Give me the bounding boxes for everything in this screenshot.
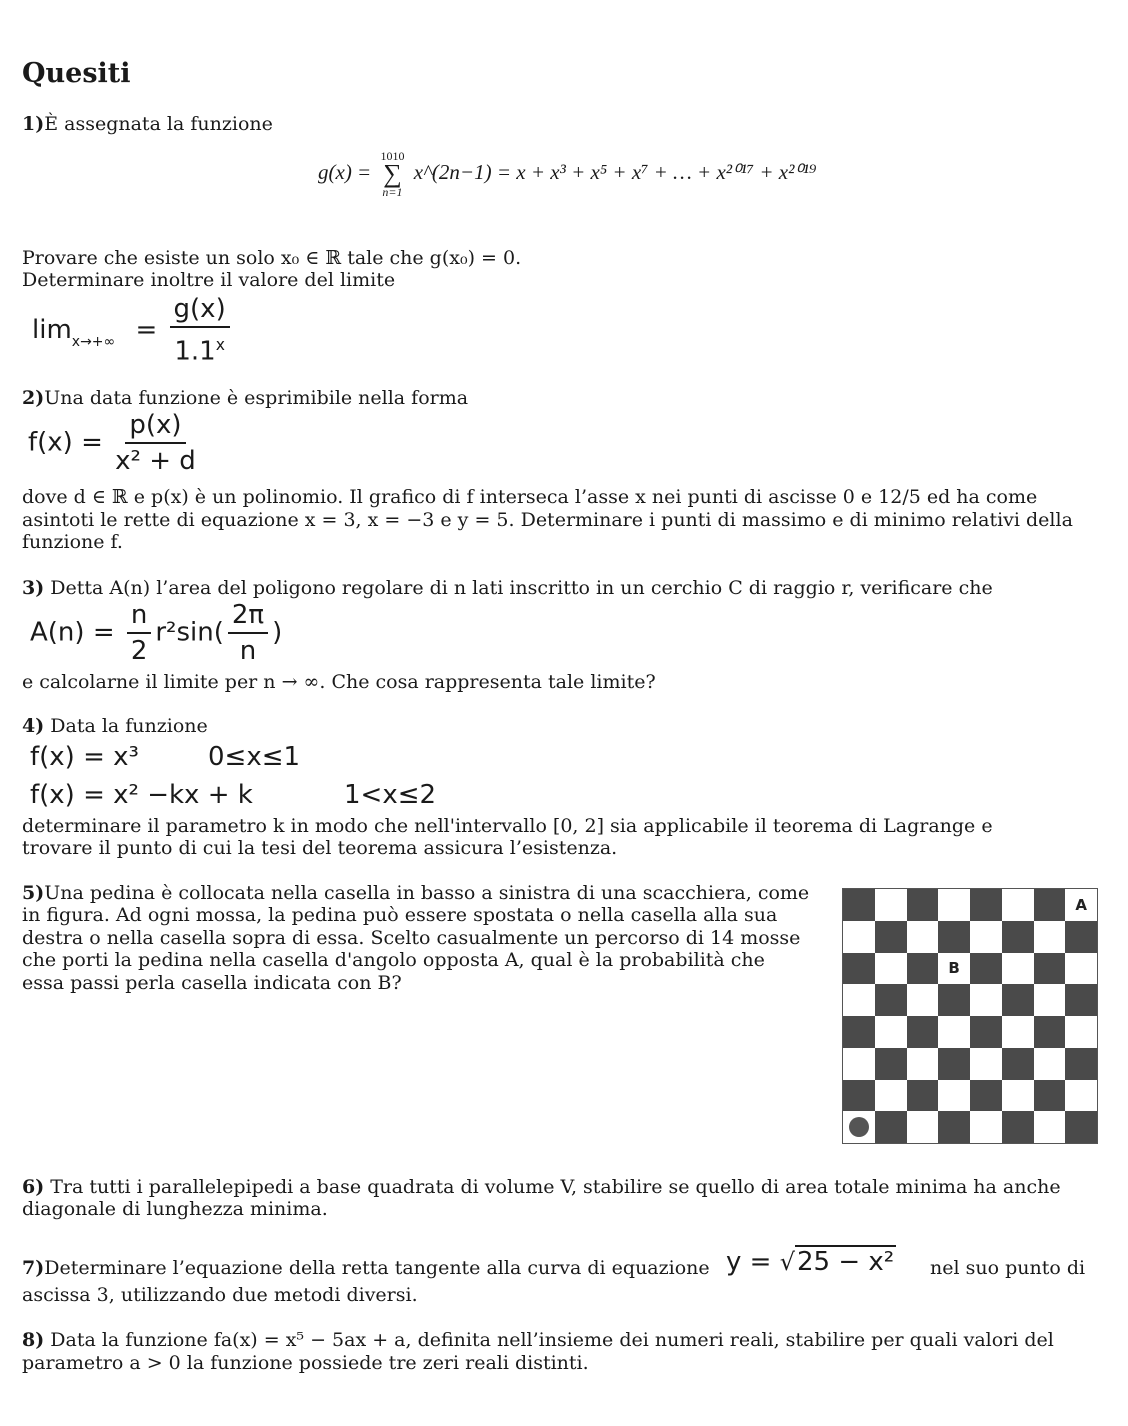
board-square <box>1002 1048 1034 1080</box>
q4-f2-domain: 1<x≤2 <box>344 780 437 810</box>
board-square <box>1065 1080 1097 1112</box>
q7-equation <box>726 1247 896 1277</box>
board-square <box>1034 921 1066 953</box>
q2-formula <box>28 410 200 476</box>
board-square <box>970 889 1002 921</box>
q8-line2: parametro a > 0 la funzione possiede tre zeri reali distinti. <box>22 1352 589 1374</box>
board-square <box>875 1080 907 1112</box>
q4-line1: determinare il parametro k in modo che nell'intervallo [0, 2] sia applicabile il teorema di Lagrange e <box>22 815 993 837</box>
q2-intro-text: Una data funzione è esprimibile nella forma <box>44 387 469 409</box>
q1-number: 1) <box>22 113 45 135</box>
board-square <box>907 1111 939 1143</box>
board-square <box>970 921 1002 953</box>
q1-limit-den: 1.1 <box>174 336 216 367</box>
board-square <box>938 1016 970 1048</box>
q5-number: 5) <box>22 882 45 904</box>
q4-line2: trovare il punto di cui la tesi del teorema assicura l’esistenza. <box>22 837 618 859</box>
q3-frac2-den: n <box>239 636 257 666</box>
pawn-icon <box>849 1117 869 1137</box>
board-square <box>970 953 1002 985</box>
q7-line1a: Determinare l’equazione della retta tangente alla curva di equazione <box>44 1257 710 1279</box>
board-square <box>1002 921 1034 953</box>
q5-line1 <box>22 882 809 904</box>
q5-line1-text: Una pedina è collocata nella casella in basso a sinistra di una scacchiera, come <box>44 882 810 904</box>
q2-line3: funzione f. <box>22 531 123 553</box>
q2-frac-den: x² + d <box>115 446 196 476</box>
q1-limit-exp: x <box>215 336 225 354</box>
q7-line1 <box>22 1257 710 1279</box>
board-square <box>1065 984 1097 1016</box>
q3-intro-text: Detta A(n) l’area del poligono regolare di n lati inscritto in un cerchio C di raggio r, verificare che <box>44 577 993 599</box>
q3-formula-end: ) <box>272 617 283 648</box>
board-square <box>1065 953 1097 985</box>
board-square <box>1034 984 1066 1016</box>
q4-intro-text: Data la funzione <box>44 715 208 737</box>
q2-number: 2) <box>22 387 45 409</box>
board-square <box>1065 1048 1097 1080</box>
board-square <box>843 1016 875 1048</box>
board-square <box>843 984 875 1016</box>
board-square <box>843 921 875 953</box>
q4-f2: f(x) = x² −kx + k <box>30 780 253 810</box>
q4-number: 4) <box>22 715 45 737</box>
q7-eq-lhs: y = <box>726 1247 772 1277</box>
q2-frac-num: p(x) <box>125 410 185 444</box>
board-square <box>1002 953 1034 985</box>
q5-line3: destra o nella casella sopra di essa. Scelto casualmente un percorso di 14 mosse <box>22 927 801 949</box>
board-square <box>907 1080 939 1112</box>
board-square <box>1065 921 1097 953</box>
board-square <box>1034 889 1066 921</box>
board-square <box>907 1016 939 1048</box>
board-square <box>907 984 939 1016</box>
board-square <box>938 889 970 921</box>
board-square <box>1065 889 1097 921</box>
board-square <box>938 953 970 985</box>
board-square <box>938 1080 970 1112</box>
board-square <box>907 1048 939 1080</box>
board-square <box>1065 1016 1097 1048</box>
board-square <box>970 1016 1002 1048</box>
board-square <box>875 984 907 1016</box>
q2-frac <box>115 410 196 476</box>
q1-formula-rhs: x^(2n−1) = x + x³ + x⁵ + x⁷ + … + x²⁰¹⁷ + x²⁰¹⁹ <box>413 159 817 184</box>
page-title: Quesiti <box>22 58 131 89</box>
q3-line1: e calcolarne il limite per n → ∞. Che cosa rappresenta tale limite? <box>22 671 656 693</box>
q3-frac2 <box>228 600 268 666</box>
q1-sum-bottom: n=1 <box>382 185 403 199</box>
q3-number: 3) <box>22 577 45 599</box>
board-square <box>1002 889 1034 921</box>
board-square <box>1002 1080 1034 1112</box>
q4-f1: f(x) = x³ <box>30 742 139 772</box>
board-square <box>843 953 875 985</box>
q6-number: 6) <box>22 1176 45 1198</box>
board-square <box>1034 1016 1066 1048</box>
board-square <box>938 984 970 1016</box>
board-square <box>1034 953 1066 985</box>
board-square <box>1002 1016 1034 1048</box>
q1-limit-num: g(x) <box>170 294 230 328</box>
board-square <box>970 1080 1002 1112</box>
q3-frac1-den: 2 <box>130 636 148 666</box>
board-square <box>875 1048 907 1080</box>
q3-frac2-num: 2π <box>228 600 268 634</box>
q7-eq-radicand: 25 − x² <box>797 1247 895 1277</box>
square-label-a: A <box>1075 895 1087 914</box>
square-label-b: B <box>948 959 960 978</box>
q7-line2: ascissa 3, utilizzando due metodi diversi. <box>22 1284 418 1306</box>
board-square <box>907 921 939 953</box>
q1-limit-den-wrap <box>174 328 225 367</box>
q2-line1: dove d ∈ ℝ e p(x) è un polinomio. Il grafico di f interseca l’asse x nei punti di ascisse 0 e 12/5 ed ha come <box>22 486 1038 508</box>
board-square <box>843 1080 875 1112</box>
q5-line2: in figura. Ad ogni mossa, la pedina può essere spostata o nella casella alla sua <box>22 904 778 926</box>
q6-line1-text: Tra tutti i parallelepipedi a base quadrata di volume V, stabilire se quello di area totale minima ha anche <box>44 1176 1061 1198</box>
q3-frac1-num: n <box>127 600 151 634</box>
board-square <box>970 1048 1002 1080</box>
q1-formula <box>318 150 816 198</box>
q1-sum-top: 1010 <box>380 149 405 163</box>
board-square <box>1065 1111 1097 1143</box>
q1-line1: Provare che esiste un solo x₀ ∈ ℝ tale che g(x₀) = 0. <box>22 247 522 269</box>
board-square <box>907 889 939 921</box>
q2-line2: asintoti le rette di equazione x = 3, x = −3 e y = 5. Determinare i punti di massimo e di minimo relativi della <box>22 509 1073 531</box>
board-square <box>875 921 907 953</box>
q2-formula-lhs: f(x) = <box>28 427 103 458</box>
board-square <box>875 1111 907 1143</box>
board-square <box>1034 1080 1066 1112</box>
board-square <box>1034 1048 1066 1080</box>
q6-line1 <box>22 1176 1061 1198</box>
q1-limit <box>32 294 234 367</box>
q8-number: 8) <box>22 1329 45 1351</box>
q4-f1-domain: 0≤x≤1 <box>208 742 301 772</box>
q1-intro-text: È assegnata la funzione <box>44 113 273 135</box>
q3-formula <box>30 600 282 666</box>
q1-limit-frac <box>170 294 230 367</box>
board-square <box>938 921 970 953</box>
board-square <box>843 1048 875 1080</box>
sqrt-icon: √ <box>779 1248 795 1276</box>
board-square <box>843 1111 875 1143</box>
equals-sign: = <box>135 314 158 345</box>
q3-formula-lhs: A(n) = <box>30 617 115 648</box>
q1-limit-label: lim <box>32 314 72 345</box>
board-square <box>1002 984 1034 1016</box>
q1-intro <box>22 113 273 135</box>
q8-line1-text: Data la funzione fa(x) = x⁵ − 5ax + a, definita nell’insieme dei numeri reali, stabilire per quali valori del <box>44 1329 1054 1351</box>
board-square <box>1034 1111 1066 1143</box>
board-square <box>907 953 939 985</box>
q5-line5: essa passi perla casella indicata con B? <box>22 972 402 994</box>
q5-line4: che porti la pedina nella casella d'angolo opposta A, qual è la probabilità che <box>22 949 765 971</box>
sigma-icon: ∑ <box>383 159 402 188</box>
q1-sum <box>380 150 404 198</box>
q4-intro <box>22 715 208 737</box>
q6-line2: diagonale di lunghezza minima. <box>22 1198 328 1220</box>
q3-frac1 <box>127 600 151 666</box>
q3-formula-mid: r²sin( <box>155 617 224 648</box>
board-square <box>970 984 1002 1016</box>
board-square <box>970 1111 1002 1143</box>
board-square <box>843 889 875 921</box>
chessboard-figure <box>842 888 1098 1144</box>
q8-line1 <box>22 1329 1054 1351</box>
q1-line2: Determinare inoltre il valore del limite <box>22 269 396 291</box>
board-square <box>875 889 907 921</box>
q3-intro <box>22 577 993 599</box>
board-square <box>938 1048 970 1080</box>
board-square <box>875 1016 907 1048</box>
q7-number: 7) <box>22 1257 45 1279</box>
board-square <box>875 953 907 985</box>
q1-formula-lhs: g(x) = <box>318 159 372 184</box>
board-square <box>938 1111 970 1143</box>
q7-line1b: nel suo punto di <box>930 1257 1086 1279</box>
q1-limit-sub: x→+∞ <box>71 333 116 350</box>
q2-intro <box>22 387 468 409</box>
board-square <box>1002 1111 1034 1143</box>
